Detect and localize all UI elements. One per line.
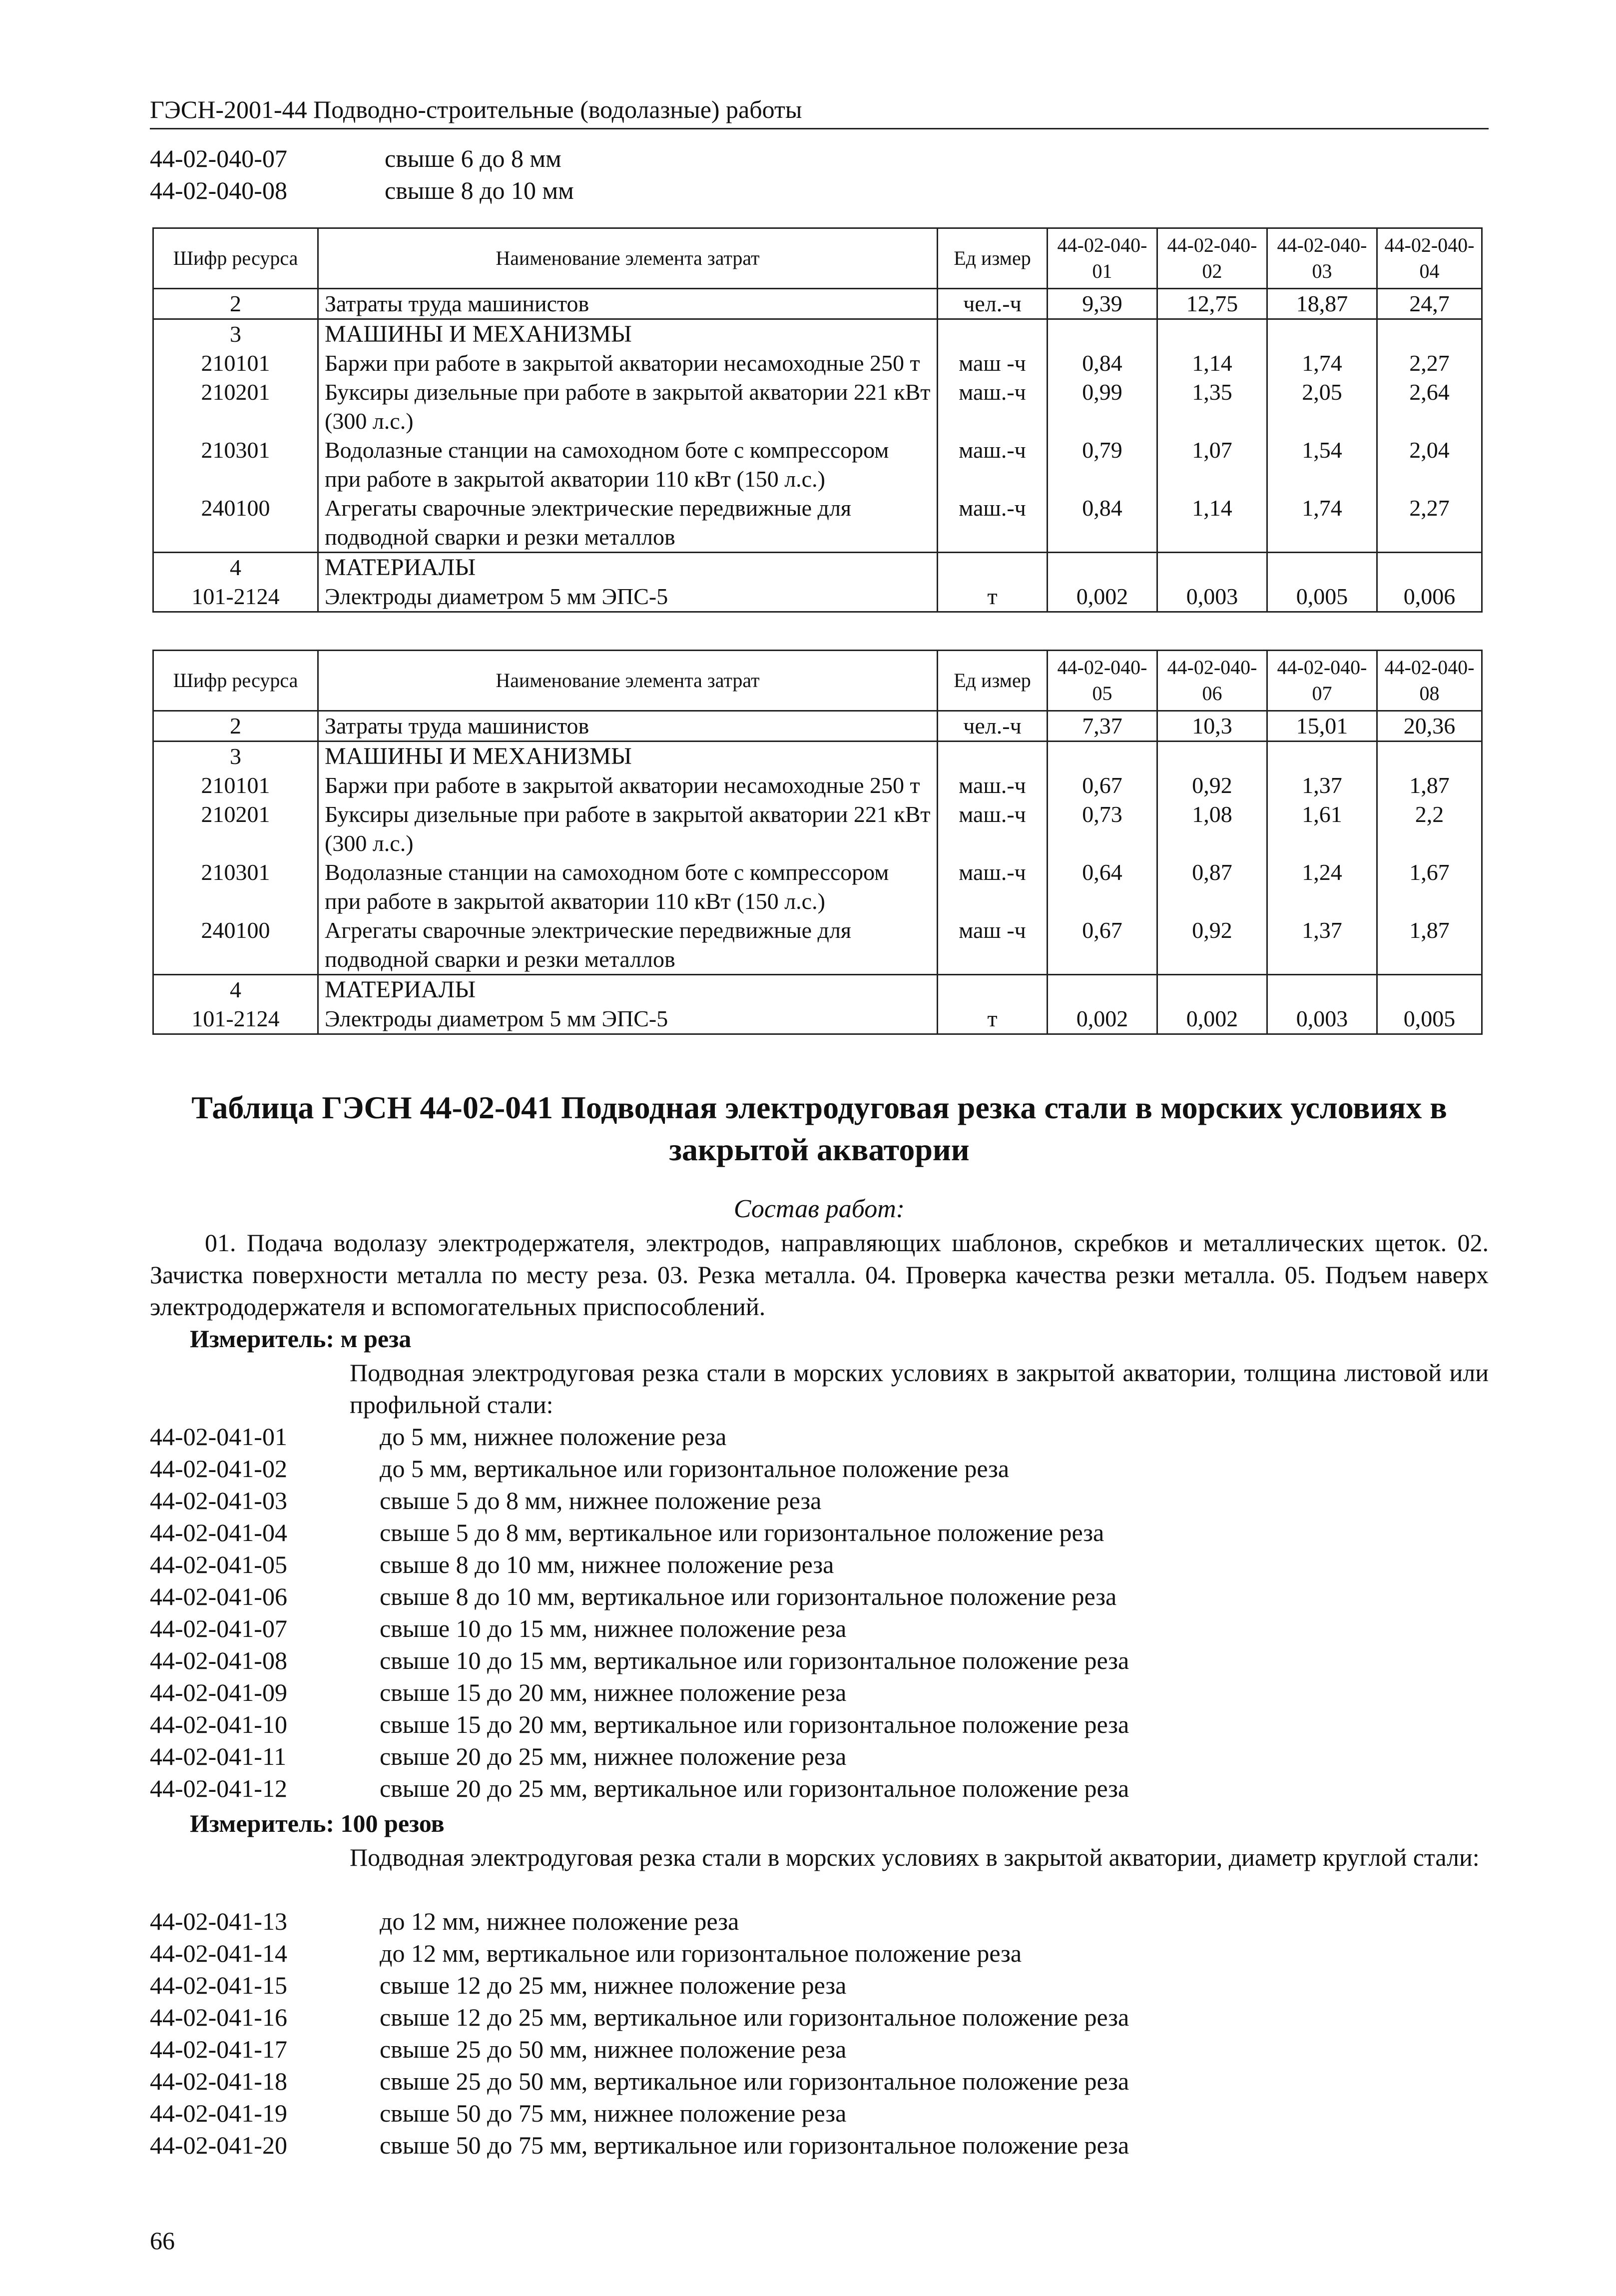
cell-value: 1,87	[1377, 916, 1482, 975]
item-text: свыше 50 до 75 мм, вертикальное или горизонтальное положение реза	[380, 2131, 1129, 2159]
cell-value: 1,74	[1267, 349, 1377, 378]
cell-value: 0,005	[1377, 1004, 1482, 1034]
cell-value: 0,003	[1157, 582, 1267, 612]
cell-cipher: 210101	[153, 349, 318, 378]
cell-value: 1,24	[1267, 858, 1377, 916]
table-header-row	[153, 228, 1482, 289]
cell-cipher: 3	[153, 319, 318, 349]
cell-cipher: 2	[153, 289, 318, 319]
header-cipher: Шифр ресурса	[153, 651, 318, 711]
cell-value: 1,37	[1267, 771, 1377, 800]
page-number: 66	[150, 2227, 175, 2255]
list-item	[150, 1485, 1129, 1517]
item-text: свыше 25 до 50 мм, вертикальное или горизонтальное положение реза	[380, 2067, 1129, 2095]
cell-cipher: 210201	[153, 378, 318, 436]
header-norm-code: 44-02-040-03	[1267, 228, 1377, 289]
table-row	[153, 771, 1482, 800]
table-row	[153, 582, 1482, 612]
meter-label-1: Измеритель: м реза	[190, 1325, 412, 1353]
item-code: 44-02-041-11	[150, 1742, 287, 1770]
header-name: Наименование элемента затрат	[318, 651, 938, 711]
cell-unit	[938, 319, 1048, 349]
cell-unit: т	[938, 1004, 1048, 1034]
list-item	[150, 1772, 1129, 1804]
cell-value: 2,27	[1377, 349, 1482, 378]
item-code: 44-02-041-10	[150, 1710, 287, 1738]
item-code: 44-02-040-08	[150, 176, 287, 204]
cell-cipher: 240100	[153, 916, 318, 975]
item-text: свыше 10 до 15 мм, нижнее положение реза	[380, 1614, 847, 1642]
list-item	[150, 1676, 1129, 1708]
cell-section-heading: МАШИНЫ И МЕХАНИЗМЫ	[318, 319, 938, 349]
item-text: до 5 мм, нижнее положение реза	[380, 1423, 727, 1451]
table-row	[153, 494, 1482, 553]
item-code: 44-02-041-03	[150, 1487, 287, 1515]
cell-name: Электроды диаметром 5 мм ЭПС-5	[318, 1004, 938, 1034]
cell-value	[1157, 742, 1267, 771]
header-name: Наименование элемента затрат	[318, 228, 938, 289]
cell-cipher: 210301	[153, 436, 318, 494]
cell-value: 1,67	[1377, 858, 1482, 916]
cell-value	[1267, 553, 1377, 583]
item-code: 44-02-041-09	[150, 1678, 287, 1706]
cell-value: 12,75	[1157, 289, 1267, 319]
cell-cipher: 240100	[153, 494, 318, 553]
cell-value: 1,14	[1157, 349, 1267, 378]
list-item	[150, 1740, 1129, 1772]
item-text: свыше 5 до 8 мм, нижнее положение реза	[380, 1487, 822, 1515]
item-text: свыше 5 до 8 мм, вертикальное или горизонтальное положение реза	[380, 1519, 1104, 1546]
header-norm-code: 44-02-040-02	[1157, 228, 1267, 289]
table-row	[153, 742, 1482, 771]
cell-value: 0,002	[1157, 1004, 1267, 1034]
header-norm-code: 44-02-040-01	[1048, 228, 1157, 289]
list-item	[150, 1708, 1129, 1740]
cell-value: 0,002	[1048, 582, 1157, 612]
item-text: свыше 50 до 75 мм, нижнее положение реза	[380, 2099, 847, 2127]
item-code: 44-02-041-04	[150, 1519, 287, 1546]
cell-unit: маш.-ч	[938, 436, 1048, 494]
cell-value: 1,87	[1377, 771, 1482, 800]
description-1: Подводная электродуговая резка стали в морских условиях в закрытой акватории, толщина листовой или профильной стали:	[350, 1359, 1489, 1419]
cell-value: 1,07	[1157, 436, 1267, 494]
cell-cipher: 101-2124	[153, 1004, 318, 1034]
cell-cipher: 101-2124	[153, 582, 318, 612]
cell-value	[1048, 553, 1157, 583]
item-text: свыше 6 до 8 мм	[385, 144, 561, 172]
cell-unit: маш.-ч	[938, 800, 1048, 858]
cell-value	[1048, 319, 1157, 349]
cell-unit: т	[938, 582, 1048, 612]
header-norm-code: 44-02-040-04	[1377, 228, 1482, 289]
list-item	[150, 1421, 1129, 1453]
cell-unit: чел.-ч	[938, 289, 1048, 319]
item-text: свыше 20 до 25 мм, вертикальное или горизонтальное положение реза	[380, 1774, 1129, 1802]
table-row	[153, 349, 1482, 378]
cell-name: Баржи при работе в закрытой акватории несамоходные 250 т	[318, 771, 938, 800]
item-code: 44-02-041-17	[150, 2035, 287, 2063]
cell-value: 18,87	[1267, 289, 1377, 319]
cell-value	[1048, 742, 1157, 771]
cell-unit: маш.-ч	[938, 494, 1048, 553]
cell-value	[1267, 742, 1377, 771]
norm-table-2	[152, 650, 1483, 1035]
table-row	[153, 378, 1482, 436]
norm-table-1	[152, 227, 1483, 613]
cell-value	[1267, 319, 1377, 349]
list-item	[150, 1644, 1129, 1676]
item-text: до 12 мм, нижнее положение реза	[380, 1907, 739, 1935]
cell-value: 1,14	[1157, 494, 1267, 553]
cell-cipher: 210301	[153, 858, 318, 916]
cell-value	[1157, 975, 1267, 1005]
cell-value	[1267, 975, 1377, 1005]
item-text: свыше 15 до 20 мм, нижнее положение реза	[380, 1678, 847, 1706]
cell-unit: маш -ч	[938, 916, 1048, 975]
item-text: свыше 10 до 15 мм, вертикальное или горизонтальное положение реза	[380, 1646, 1129, 1674]
cell-name: Водолазные станции на самоходном боте с компрессором при работе в закрытой акватории 110 кВт (150 л.с.)	[318, 436, 938, 494]
item-code: 44-02-041-01	[150, 1423, 287, 1451]
section-title: Таблица ГЭСН 44-02-041 Подводная электродуговая резка стали в морских условиях в закрытой акватории	[191, 1090, 1447, 1167]
cell-value	[1157, 319, 1267, 349]
cell-unit: маш.-ч	[938, 771, 1048, 800]
top-code-list	[150, 142, 574, 206]
cell-value: 0,79	[1048, 436, 1157, 494]
cell-value: 1,54	[1267, 436, 1377, 494]
header-norm-code: 44-02-040-06	[1157, 651, 1267, 711]
cell-name: Агрегаты сварочные электрические передвижные для подводной сварки и резки металлов	[318, 494, 938, 553]
cell-unit: маш.-ч	[938, 858, 1048, 916]
item-code: 44-02-041-20	[150, 2131, 287, 2159]
list-item	[150, 1905, 1129, 1937]
cell-section-heading: МАШИНЫ И МЕХАНИЗМЫ	[318, 742, 938, 771]
cell-cipher: 4	[153, 553, 318, 583]
table-row	[153, 711, 1482, 742]
item-text: свыше 25 до 50 мм, нижнее положение реза	[380, 2035, 847, 2063]
cell-value: 1,37	[1267, 916, 1377, 975]
item-code: 44-02-041-02	[150, 1455, 287, 1483]
cell-value: 2,05	[1267, 378, 1377, 436]
cell-value: 0,73	[1048, 800, 1157, 858]
list-item	[150, 1453, 1129, 1485]
list-item	[150, 2129, 1129, 2161]
item-text: свыше 8 до 10 мм, нижнее положение реза	[380, 1550, 834, 1578]
table-row	[153, 289, 1482, 319]
cell-name: Агрегаты сварочные электрические передвижные для подводной сварки и резки металлов	[318, 916, 938, 975]
running-header: ГЭСН-2001-44 Подводно-строительные (водолазные) работы	[150, 95, 1489, 129]
header-norm-code: 44-02-040-08	[1377, 651, 1482, 711]
table-row	[153, 436, 1482, 494]
item-code: 44-02-041-06	[150, 1582, 287, 1610]
table-row	[153, 858, 1482, 916]
cell-unit: маш.-ч	[938, 378, 1048, 436]
cell-name: Буксиры дизельные при работе в закрытой акватории 221 кВт (300 л.с.)	[318, 800, 938, 858]
cell-value	[1377, 742, 1482, 771]
item-text: свыше 20 до 25 мм, нижнее положение реза	[380, 1742, 847, 1770]
cell-value: 0,64	[1048, 858, 1157, 916]
item-list-1	[150, 1421, 1129, 1804]
item-code: 44-02-041-14	[150, 1939, 287, 1967]
list-item	[150, 2097, 1129, 2129]
cell-value: 0,92	[1157, 771, 1267, 800]
item-code: 44-02-040-07	[150, 144, 287, 172]
meter-label-2: Измеритель: 100 резов	[190, 1809, 445, 1837]
cell-value: 1,08	[1157, 800, 1267, 858]
list-item	[150, 1969, 1129, 2001]
cell-name: Водолазные станции на самоходном боте с компрессором при работе в закрытой акватории 110 кВт (150 л.с.)	[318, 858, 938, 916]
list-item	[150, 1580, 1129, 1612]
cell-value: 9,39	[1048, 289, 1157, 319]
header-norm-code: 44-02-040-05	[1048, 651, 1157, 711]
item-code: 44-02-041-13	[150, 1907, 287, 1935]
cell-value: 1,74	[1267, 494, 1377, 553]
cell-unit	[938, 975, 1048, 1005]
item-text: до 5 мм, вертикальное или горизонтальное положение реза	[380, 1455, 1010, 1483]
header-norm-code: 44-02-040-07	[1267, 651, 1377, 711]
cell-name: Затраты труда машинистов	[318, 289, 938, 319]
cell-value: 2,27	[1377, 494, 1482, 553]
cell-value: 0,92	[1157, 916, 1267, 975]
item-text: свыше 12 до 25 мм, вертикальное или горизонтальное положение реза	[380, 2003, 1129, 2031]
description-2: Подводная электродуговая резка стали в морских условиях в закрытой акватории, диаметр круглой стали:	[350, 1843, 1480, 1871]
table-header-row	[153, 651, 1482, 711]
works-composition-text: 01. Подача водолазу электродержателя, электродов, направляющих шаблонов, скребков и металлических щеток. 02. Зачистка поверхности металла по месту реза. 03. Резка металла. 04. Проверка качества резки металла. 05. Подъем наверх электрододержателя и вспомогательных приспособлений.	[150, 1229, 1489, 1321]
cell-name: Затраты труда машинистов	[318, 711, 938, 742]
cell-name: Электроды диаметром 5 мм ЭПС-5	[318, 582, 938, 612]
item-text: до 12 мм, вертикальное или горизонтальное положение реза	[380, 1939, 1022, 1967]
table-row	[153, 916, 1482, 975]
cell-value	[1377, 319, 1482, 349]
header-unit: Ед измер	[938, 228, 1048, 289]
cell-value: 0,84	[1048, 494, 1157, 553]
cell-cipher: 210101	[153, 771, 318, 800]
table-row	[153, 975, 1482, 1005]
item-text: свыше 8 до 10 мм	[385, 176, 574, 204]
cell-cipher: 4	[153, 975, 318, 1005]
item-list-2	[150, 1905, 1129, 2161]
header-cipher: Шифр ресурса	[153, 228, 318, 289]
cell-unit: маш -ч	[938, 349, 1048, 378]
item-code: 44-02-041-19	[150, 2099, 287, 2127]
cell-value: 24,7	[1377, 289, 1482, 319]
list-item	[150, 142, 574, 174]
cell-cipher: 210201	[153, 800, 318, 858]
item-code: 44-02-041-18	[150, 2067, 287, 2095]
item-code: 44-02-041-16	[150, 2003, 287, 2031]
cell-section-heading: МАТЕРИАЛЫ	[318, 975, 938, 1005]
cell-value: 0,003	[1267, 1004, 1377, 1034]
header-unit: Ед измер	[938, 651, 1048, 711]
cell-unit: чел.-ч	[938, 711, 1048, 742]
cell-value: 0,67	[1048, 916, 1157, 975]
list-item	[150, 2065, 1129, 2097]
cell-value: 2,04	[1377, 436, 1482, 494]
item-code: 44-02-041-12	[150, 1774, 287, 1802]
cell-value: 10,3	[1157, 711, 1267, 742]
cell-value: 1,61	[1267, 800, 1377, 858]
cell-value: 2,64	[1377, 378, 1482, 436]
cell-value	[1377, 553, 1482, 583]
cell-cipher: 3	[153, 742, 318, 771]
cell-value: 1,35	[1157, 378, 1267, 436]
list-item	[150, 1937, 1129, 1969]
cell-value: 0,002	[1048, 1004, 1157, 1034]
item-text: свыше 15 до 20 мм, вертикальное или горизонтальное положение реза	[380, 1710, 1129, 1738]
cell-name: Буксиры дизельные при работе в закрытой акватории 221 кВт (300 л.с.)	[318, 378, 938, 436]
cell-cipher: 2	[153, 711, 318, 742]
table-row	[153, 319, 1482, 349]
cell-value: 0,005	[1267, 582, 1377, 612]
list-item	[150, 2001, 1129, 2033]
item-code: 44-02-041-07	[150, 1614, 287, 1642]
cell-value	[1377, 975, 1482, 1005]
cell-value: 15,01	[1267, 711, 1377, 742]
cell-value: 2,2	[1377, 800, 1482, 858]
table-row	[153, 1004, 1482, 1034]
list-item	[150, 174, 574, 206]
cell-unit	[938, 553, 1048, 583]
item-text: свыше 8 до 10 мм, вертикальное или горизонтальное положение реза	[380, 1582, 1117, 1610]
cell-value: 0,84	[1048, 349, 1157, 378]
cell-value: 0,99	[1048, 378, 1157, 436]
table-row	[153, 553, 1482, 583]
item-code: 44-02-041-15	[150, 1971, 287, 1999]
cell-value	[1048, 975, 1157, 1005]
list-item	[150, 2033, 1129, 2065]
cell-unit	[938, 742, 1048, 771]
cell-section-heading: МАТЕРИАЛЫ	[318, 553, 938, 583]
item-code: 44-02-041-05	[150, 1550, 287, 1578]
list-item	[150, 1612, 1129, 1644]
cell-value: 0,006	[1377, 582, 1482, 612]
list-item	[150, 1517, 1129, 1548]
cell-value: 7,37	[1048, 711, 1157, 742]
item-code: 44-02-041-08	[150, 1646, 287, 1674]
cell-value	[1157, 553, 1267, 583]
works-composition-label: Состав работ:	[733, 1195, 905, 1223]
table-row	[153, 800, 1482, 858]
item-text: свыше 12 до 25 мм, нижнее положение реза	[380, 1971, 847, 1999]
cell-value: 0,87	[1157, 858, 1267, 916]
cell-value: 0,67	[1048, 771, 1157, 800]
cell-value: 20,36	[1377, 711, 1482, 742]
cell-name: Баржи при работе в закрытой акватории несамоходные 250 т	[318, 349, 938, 378]
list-item	[150, 1548, 1129, 1580]
